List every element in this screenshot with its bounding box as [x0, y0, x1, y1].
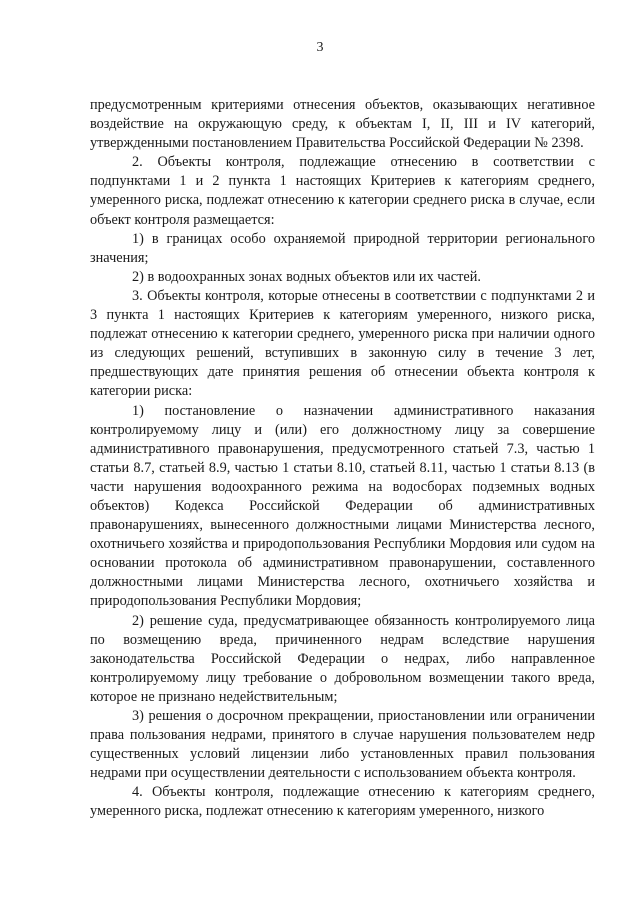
paragraph-item-4: 4. Объекты контроля, подлежащие отнесению к категориям среднего, умеренного риска, подлежат отнесению к категориям умеренного, низкого — [90, 784, 595, 820]
paragraph-item-3-sub-2: 2) решение суда, предусматривающее обязанность контролируемого лица по возмещению вреда, причиненного недрам вследствие нарушения законодательства Российской Федерации о недрах, либо направленное контролируемому лицу требование о добровольном возмещении такого вреда, которое не признано недействительным; — [90, 612, 595, 705]
document-body — [90, 96, 595, 822]
paragraph-item-3-sub-1: 1) постановление о назначении административного наказания контролируемому лицу и (или) его должностному лицу за совершение административного правонарушения, предусмотренного статьей 7.3, частью 1 статьи 8.7, статьей 8.9, частью 1 статьи 8.10, статьей 8.11, частью 1 статьи 8.13 (в части нарушения водоохранного режима на водосборах подземных водных объектов) Кодекса Российской Федерации об административных правонарушениях, вынесенного должностными лицами Министерства лесного, охотничьего хозяйства и природопользования Республики Мордовия или судом на основании протокола об административном правонарушении, составленного должностными лицами Министерства лесного, охотничьего хозяйства и природопользования Республики Мордовия; — [90, 402, 595, 610]
paragraph-criteria-continuation: предусмотренным критериями отнесения объектов, оказывающих негативное воздействие на окружающую среду, к объектам I, II, III и IV категорий, утвержденными постановлением Правительства Российской Федерации № 2398. — [90, 97, 595, 152]
paragraph-item-2-sub-1: 1) в границах особо охраняемой природной территории регионального значения; — [90, 230, 595, 266]
paragraph-item-3-sub-3: 3) решения о досрочном прекращении, приостановлении или ограничении права пользования недрами, принятого в случае нарушения пользователем недр существенных условий лицензии либо установленных правил пользования недрами при осуществлении деятельности с использованием объекта контроля. — [90, 708, 595, 782]
paragraph-item-2: 2. Объекты контроля, подлежащие отнесению в соответствии с подпунктами 1 и 2 пункта 1 настоящих Критериев к категориям среднего, умеренного риска, подлежат отнесению к категории среднего риска в случае, если объект контроля размещается: — [90, 154, 595, 228]
paragraph-item-3: 3. Объекты контроля, которые отнесены в соответствии с подпунктами 2 и 3 пункта 1 настоящих Критериев к категориям умеренного, низкого риска, подлежат отнесению к категории среднего, умеренного риска при наличии одного из следующих решений, вступивших в законную силу в течение 3 лет, предшествующих дате принятия решения об отнесении объекта контроля к категории риска: — [90, 287, 595, 400]
page-number: 3 — [316, 40, 324, 55]
paragraph-item-2-sub-2: 2) в водоохранных зонах водных объектов или их частей. — [132, 268, 481, 285]
